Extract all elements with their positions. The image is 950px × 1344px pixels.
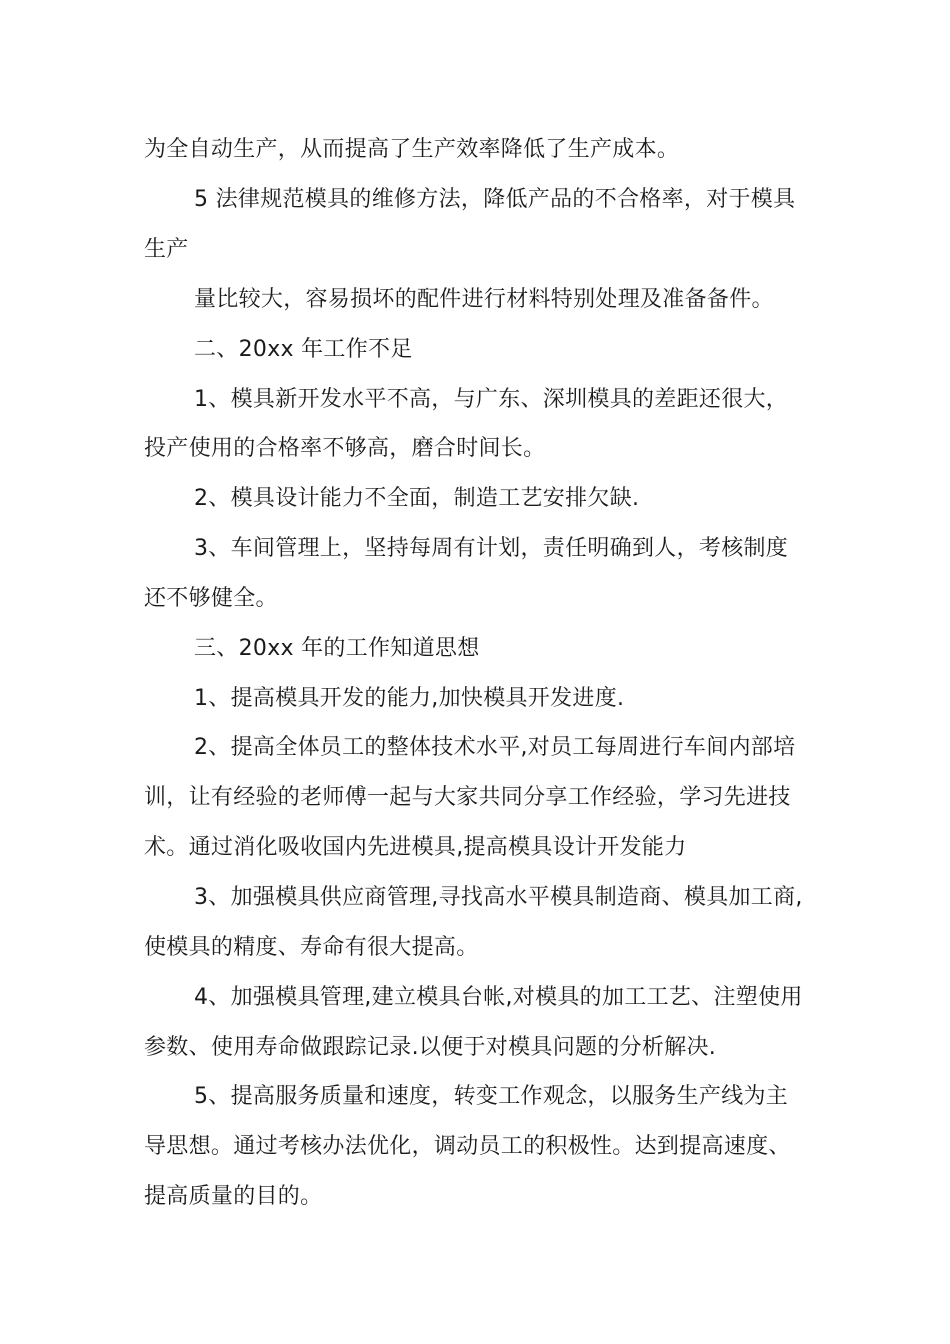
text-line: 5 法律规范模具的维修方法，降低产品的不合格率，对于模具 xyxy=(194,187,796,212)
section-heading: 二、20xx 年工作不足 xyxy=(194,337,413,362)
text-line: 参数、使用寿命做跟踪记录.以便于对模具问题的分析解决. xyxy=(144,1035,717,1060)
text-line: 提高质量的目的。 xyxy=(144,1184,323,1209)
text-line: 2、提高全体员工的整体技术水平,对员工每周进行车间内部培 xyxy=(194,735,796,760)
text-line: 量比较大，容易损坏的配件进行材料特别处理及准备备件。 xyxy=(194,287,774,312)
text-line: 1、提高模具开发的能力,加快模具开发进度. xyxy=(194,686,625,711)
text-line: 3、加强模具供应商管理,寻找高水平模具制造商、模具加工商, xyxy=(194,885,803,910)
text-line: 5、提高服务质量和速度，转变工作观念，以服务生产线为主 xyxy=(194,1084,789,1109)
text-line: 4、加强模具管理,建立模具台帐,对模具的加工工艺、注塑使用 xyxy=(194,985,803,1010)
text-line: 投产使用的合格率不够高，磨合时间长。 xyxy=(144,436,546,461)
text-line: 还不够健全。 xyxy=(144,586,278,611)
text-line: 1、模具新开发水平不高，与广东、深圳模具的差距还很大， xyxy=(194,387,789,412)
text-line: 训，让有经验的老师傅一起与大家共同分享工作经验，学习先进技 xyxy=(144,785,791,810)
text-line: 生产 xyxy=(144,237,189,262)
text-line: 3、车间管理上，坚持每周有计划，责任明确到人，考核制度 xyxy=(194,536,789,561)
text-line: 使模具的精度、寿命有很大提高。 xyxy=(144,935,479,960)
text-line: 术。通过消化吸收国内先进模具,提高模具设计开发能力 xyxy=(144,835,687,860)
text-line: 2、模具设计能力不全面，制造工艺安排欠缺. xyxy=(194,486,640,511)
section-heading: 三、20xx 年的工作知道思想 xyxy=(194,636,480,661)
text-line: 导思想。通过考核办法优化，调动员工的积极性。达到提高速度、 xyxy=(144,1134,791,1159)
text-line: 为全自动生产，从而提高了生产效率降低了生产成本。 xyxy=(144,137,680,162)
